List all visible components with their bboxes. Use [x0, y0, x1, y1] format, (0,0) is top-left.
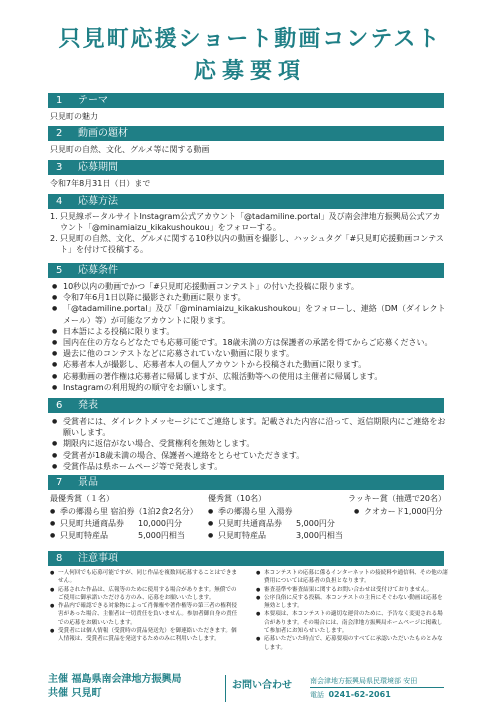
list-item: ● Instagramの利用規約の順守をお願いします。 [52, 382, 448, 393]
list-item: ● 応募動画の著作権は応募者に帰属しますが、広報活動等への使用は主催者に帰属します。 [52, 371, 448, 382]
contact-info [310, 674, 417, 702]
list-item [354, 506, 446, 518]
prize-item: 只見町共通商品券 [60, 519, 124, 528]
list-item [50, 211, 446, 233]
section-label: 応募条件 [78, 265, 118, 276]
notes-left [50, 569, 242, 644]
tel-label: 電話 [310, 691, 324, 699]
list-item: ● 期限内に返信がない場合、受賞権利を無効とします。 [52, 438, 448, 449]
list-item [208, 518, 343, 530]
organizers [48, 673, 181, 701]
subject-text: 只見町の自然、文化、グルメ等に関する動画 [50, 145, 210, 154]
list-item: ● 応募された作品は、広報等のために使用する場合があります。無償でのご使用に御承諾いただける方のみ、応募をお願いいたします。 [50, 586, 242, 603]
announce-list [52, 416, 448, 472]
organizer: 主催 福島県南会津地方振興局 [48, 674, 182, 685]
list-item [50, 233, 446, 255]
item-number: 2. [50, 234, 58, 243]
page-title: 只見町応援ショート動画コンテスト [58, 27, 442, 52]
prize-item: 季の郷湯ら里 入湯券 [218, 507, 293, 516]
list-item [50, 518, 198, 530]
section-label: テーマ [78, 95, 108, 106]
contact-label: お問い合わせ [232, 680, 292, 691]
list-item: ● 受賞者が18歳未満の場合、保護者へ連絡をとらせていただきます。 [52, 450, 448, 461]
section-header-prizes [48, 475, 444, 490]
contact-tel [310, 688, 417, 702]
list-item: ● 本コンテストの応募に係るインターネットの接続料や通信料、その他の諸費用については応募者の負担となります。 [256, 569, 448, 586]
prize-value: 5,000円分 [296, 519, 335, 528]
list-item [50, 506, 198, 518]
list-item: ● 国内在住の方ならどなたでも応募可能です。18歳未満の方は保護者の承諾を得てからご応募ください。 [52, 337, 448, 348]
notes-right [256, 569, 448, 652]
list-item [208, 530, 343, 542]
item-text: 只見町の自然、文化、グルメに関する10秒以内の動画を撮影し、ハッシュタグ「#只見町応援動画コンテスト」を付けて投稿する。 [60, 234, 444, 254]
divider [310, 687, 444, 688]
section-label: 応募方法 [78, 196, 118, 207]
section-number: 1 [56, 95, 63, 106]
list-item: ● 審査基準や審査結果に関するお問い合わせは受付けておりません。 [256, 586, 448, 594]
list-item: ● 作品内で確認できる対象物によって肖像権や著作権等の第三者の権利侵害があった場合、主催者は一切責任を負いません。参加者御自身の責任での応募をお願いいたします。 [50, 602, 242, 627]
list-item: ● 応募者本人が撮影し、応募者本人の個人アカウントから投稿された動画に限ります。 [52, 359, 448, 370]
section-number: 3 [56, 162, 63, 173]
section-label: 応募期間 [78, 162, 118, 173]
prize-lucky [348, 493, 446, 518]
prize-value: 5,000円相当 [138, 531, 185, 540]
list-item [208, 506, 343, 518]
section-number: 2 [56, 128, 63, 139]
section-header-method [48, 194, 444, 209]
section-header-period [48, 160, 444, 175]
page-subtitle: 応募要項 [193, 59, 306, 84]
prize-value: 10,000円分 [138, 519, 182, 528]
prize-item: クオカード1,000円分 [364, 507, 443, 516]
prize-value: 3,000円相当 [296, 531, 343, 540]
list-item: ● 受賞者には、ダイレクトメッセージにてご連絡します。記載された内容に沿って、返信期限内にご連絡をお願いします。 [52, 416, 448, 438]
co-organizer: 共催 只見町 [48, 688, 102, 699]
section-label: 注意事項 [78, 553, 118, 564]
divider [225, 675, 226, 702]
section-header-notes [48, 551, 444, 566]
section-number: 7 [56, 477, 63, 488]
section-label: 景品 [78, 477, 98, 488]
period-text: 令和7年8月31日（日）まで [50, 179, 151, 188]
list-item: ● 公序良俗に反する投稿、本コンテストの主旨にそぐわない動画は応募を無効とします。 [256, 594, 448, 611]
theme-text: 只見町の魅力 [50, 112, 98, 121]
list-item: ● 受賞作品は県ホームページ等で発表します。 [52, 461, 448, 472]
item-number: 1. [50, 212, 58, 221]
list-item: ● 本要項は、本コンテストの適切な運営のために、予告なく変更される場合があります。その場合には、南会津地方振興局ホームページに掲載して参加者にお知らせいたします。 [256, 610, 448, 635]
section-label: 発表 [78, 400, 98, 411]
list-item: ● 「@tadamiline.portal」及び「@minamiaizu_kikakushoukou」をフォローし、連絡（DM（ダイレクトメール）等）が可能なアカウントに限ります。 [52, 303, 448, 325]
list-item: ● 過去に他のコンテストなどに応募されていない動画に限ります。 [52, 348, 448, 359]
footer [48, 673, 444, 703]
section-label: 動画の題材 [78, 128, 128, 139]
prize-item: 季の郷湯ら里 宿泊券（1泊2食2名分） [60, 507, 198, 516]
prize-item: 只見町特産品 [60, 531, 108, 540]
section-header-conditions [48, 263, 444, 278]
section-header-subject [48, 126, 444, 141]
section-number: 5 [56, 265, 63, 276]
prize-heading: 優秀賞（10名） [208, 494, 267, 503]
prize-heading: ラッキー賞（抽選で20名） [348, 494, 447, 503]
prize-item: 只見町共通商品券 [218, 519, 282, 528]
section-number: 6 [56, 400, 63, 411]
prize-excellent [208, 493, 343, 542]
conditions-list [52, 281, 448, 393]
item-text: 只見線ポータルサイトInstagram公式アカウント「@tadamiline.portal」及び南会津地方振興局公式アカウント「@minamiaizu_kikakushoukou」をフォローする。 [60, 212, 441, 232]
list-item [50, 530, 198, 542]
section-header-theme [48, 93, 444, 108]
list-item: ● 10秒以内の動画でかつ「#只見町応援動画コンテスト」の付いた投稿に限ります。 [52, 281, 448, 292]
tel-number: 0241-62-2061 [328, 690, 391, 699]
list-item: ● 令和7年6月1日以降に撮影された動画に限ります。 [52, 292, 448, 303]
list-item: ● 日本語による投稿に限ります。 [52, 326, 448, 337]
section-header-announce [48, 398, 444, 413]
contact-office: 南会津地方振興局県民環境部 安田 [310, 677, 418, 685]
list-item: ● 一人何回でも応募可能ですが、同じ作品を複数回応募することはできません。 [50, 569, 242, 586]
prize-item: 只見町特産品 [218, 531, 266, 540]
list-item: ● 応募いただいた時点で、応募要項のすべてに承認いただいたものとみなします。 [256, 635, 448, 652]
method-list [50, 211, 446, 255]
section-number: 8 [56, 553, 63, 564]
list-item: ● 受賞者には個人情報（受賞時の賞品発送先）を御連絡いただきます。個人情報は、受賞者に賞品を発送するためのみに利用いたします。 [50, 627, 242, 644]
prize-heading: 最優秀賞（１名） [50, 494, 114, 503]
section-number: 4 [56, 196, 63, 207]
prize-best [50, 493, 198, 542]
